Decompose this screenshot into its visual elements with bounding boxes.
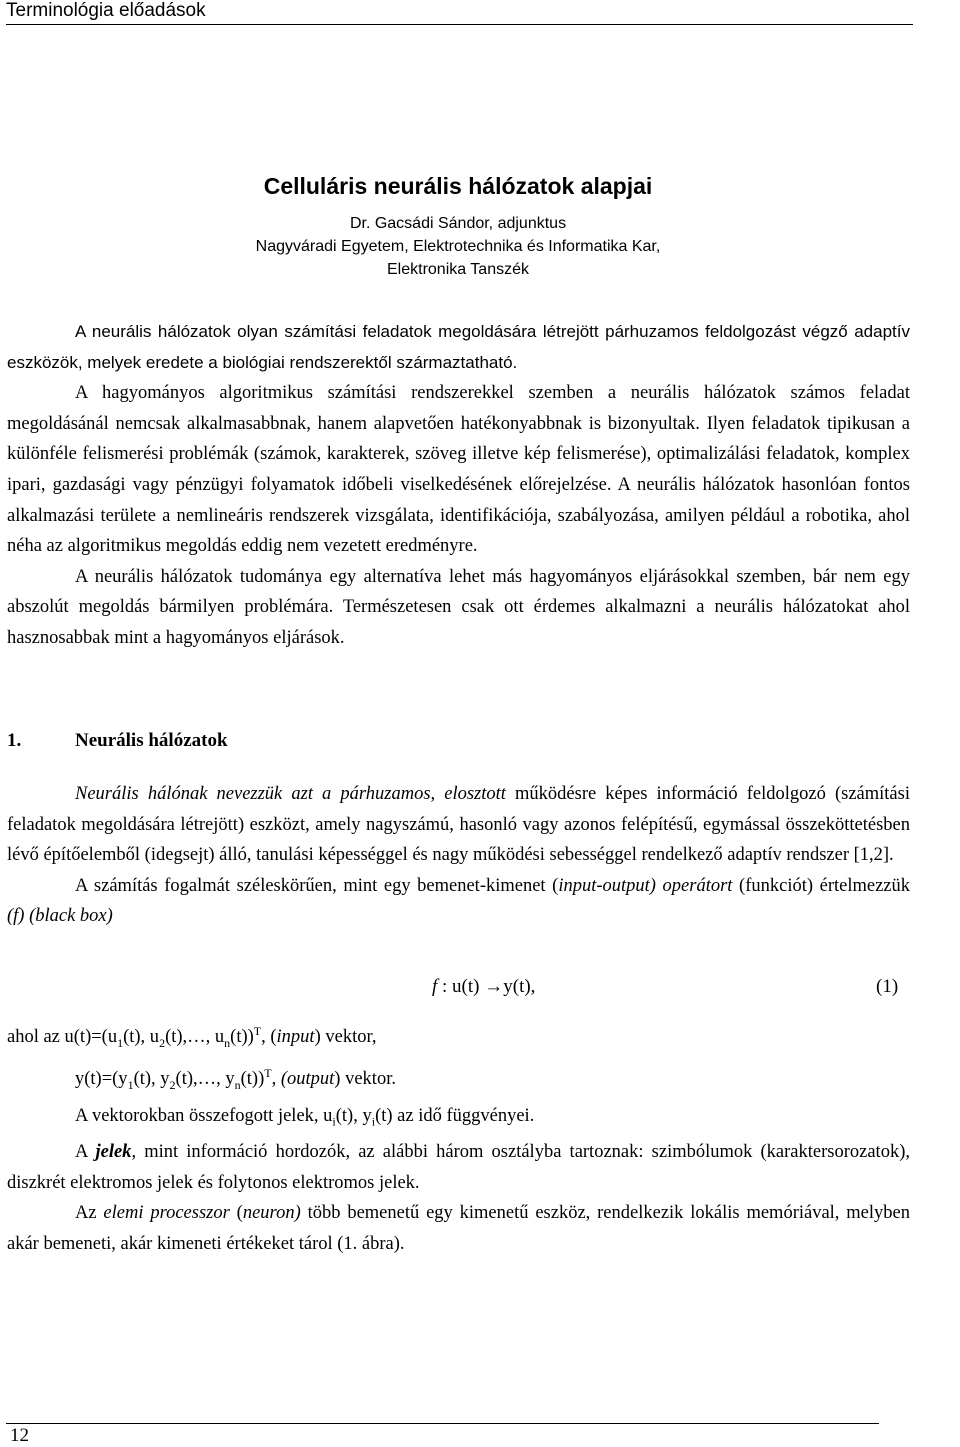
title-block (0, 172, 916, 281)
abstract-paragraph: A neurális hálózatok olyan számítási feladatok megoldására létrejött párhuzamos feldolgozást végző adaptív eszközök, melyek eredete a biológiai rendszerektől származtatható. (7, 322, 910, 372)
author-affiliation: Nagyváradi Egyetem, Elektrotechnika és Informatika Kar, (255, 238, 661, 255)
equation-number: (1) (876, 976, 899, 997)
definition-paragraph (7, 779, 910, 871)
signals-lead: A (75, 1142, 96, 1163)
processor-mid: ( (229, 1203, 243, 1224)
vector-definitions (7, 1016, 910, 1260)
equation-function: f (432, 976, 438, 997)
processor-lead: Az (75, 1203, 104, 1224)
equation-body: : u(t) →y(t), (437, 976, 536, 997)
input-vector-prefix: ahol az u(t)=(u (7, 1027, 118, 1048)
section-title: Neurális hálózatok (75, 730, 228, 751)
intro-paragraph-1: A hagyományos algoritmikus számítási rendszerekkel szemben a neurális hálózatok számos feladat megoldásánál nemcsak alkalmasabbnak, hanem alapvetően hatékonyabbnak is bizonyultak. Ilyen feladatok tipikusan a különféle felismerési problémák (számok, karakterek, szöveg illetve kép felismerése), optimalizálási feladatok, komplex ipari, gazdasági vagy pénzügyi folyamatok időbeli viselkedésének előrejelzése. A neurális hálózatok hasonlóan fontos alkalmazási területe a nemlineáris rendszerek vizsgálata, identifikációja, szabályozása, amilyen például a robotika, ahol néha az algoritmikus megoldás eddig nem vezetett eredményre. (7, 383, 910, 557)
computation-lead: A számítás fogalmát széleskörűen, mint egy bemenet-kimenet ( (75, 875, 559, 896)
computation-paragraph (7, 871, 910, 932)
definition-rest: működésre képes információ feldolgozó (számítási feladatok megoldására létrejött) eszközt, amely nagyszámú, hasonló vagy azonos felépítésű, egymással összeköttetésben lévő építőelemből (idegsejt) álló, tanulási képességgel és nagy működési sebességgel rendelkező adaptív rendszer [1,2]. (7, 784, 910, 866)
section-number: 1. (7, 730, 22, 751)
processor-paragraph (7, 1198, 910, 1259)
functions-text: A vektorokban összefogott jelek, u (75, 1105, 333, 1126)
computation-italic-2: (f) (black box) (7, 906, 113, 927)
computation-mid: (funkciót) értelmezzük (732, 875, 910, 896)
signals-word: jelek (95, 1142, 132, 1163)
vector-word-2: vektor. (345, 1069, 396, 1090)
author-department: Elektronika Tanszék (387, 261, 529, 278)
output-vector-line: $y(t)=(y_1(t)$, $y_2(t),\dots$, $y_n(t))^T$, (output) vektor. (75, 1066, 396, 1093)
functions-line: A vektorokban összefogott jelek, $u_i(t)$, $y_i(t)$ az idő függvényei. (75, 1105, 535, 1129)
vector-word: vektor, (325, 1027, 377, 1048)
intro-section (7, 317, 910, 654)
author-name: Dr. Gacsádi Sándor, adjunktus (349, 215, 567, 232)
page-number: 12 (10, 1425, 29, 1446)
signals-rest: , mint információ hordozók, az alábbi három osztályba tartoznak: szimbólumok (karaktersorozatok), diszkrét elektromos jelek és folytonos elektromos jelek. (7, 1142, 910, 1193)
processor-rest: több bemenetű egy kimenetű eszköz, rendelkezik lokális memóriával, melyben akár bemeneti, akár kimeneti értékeket tárol (1. ábra). (7, 1203, 910, 1254)
signals-paragraph (7, 1137, 910, 1198)
functions-tail: (t) az idő függvényei. (375, 1105, 535, 1126)
footer-rule (6, 1423, 879, 1424)
output-word: (output (280, 1069, 335, 1090)
processor-italic-1: elemi processzor (103, 1203, 230, 1224)
equation-1 (432, 972, 535, 1002)
section-1-body (7, 779, 910, 932)
section-heading (7, 726, 228, 756)
running-header: Terminológia előadások (6, 0, 913, 25)
document-title: Celluláris neurális hálózatok alapjai (263, 173, 653, 199)
computation-italic-1: input-output) operátort (558, 875, 733, 896)
output-vector-prefix: y(t)=(y (75, 1069, 128, 1090)
processor-italic-2: neuron) (242, 1203, 301, 1224)
input-word: input (276, 1027, 315, 1048)
input-vector-line: ahol az $u(t)=(u_1(t)$, $u_2(t),\dots$, $u_n(t))^T$, (input) vektor, (7, 1024, 377, 1050)
intro-paragraph-2: A neurális hálózatok tudománya egy alternatíva lehet más hagyományos eljárásokkal szemben, bár nem egy abszolút megoldás bármilyen problémára. Természetesen csak ott érdemes alkalmazni a neurális hálózatokat ahol hasznosabbak mint a hagyományos eljárások. (7, 566, 910, 648)
definition-italic: Neurális hálónak nevezzük azt a párhuzamos, elosztott (75, 784, 506, 804)
